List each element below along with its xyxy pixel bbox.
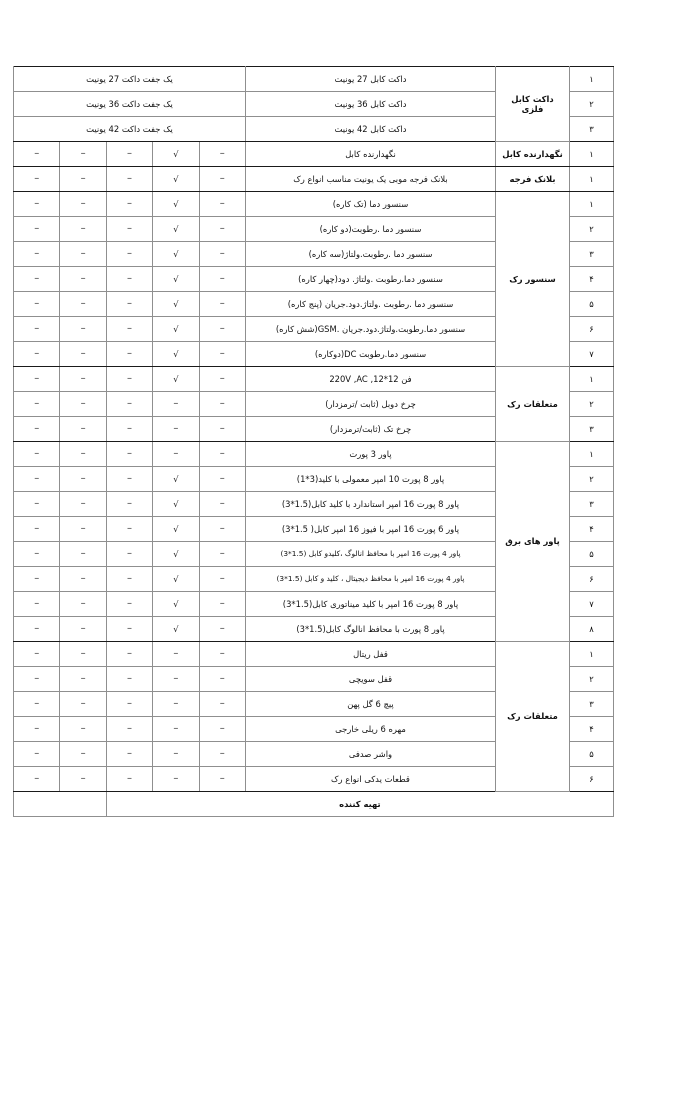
dash-mark-cell: – [14,292,60,317]
dash-mark-cell: – [14,692,60,717]
dash-mark-cell: – [106,617,152,642]
dash-mark-cell: – [14,267,60,292]
row-number-cell: ۴ [570,717,614,742]
dash-mark-cell: – [106,717,152,742]
description-cell: داکت کابل 27 یونیت [246,67,496,92]
row-number-cell: ۵ [570,292,614,317]
dash-mark-cell: – [14,542,60,567]
dash-mark-cell: – [199,542,245,567]
row-number-cell: ۱ [570,192,614,217]
dash-mark-cell: – [106,367,152,392]
description-cell: مهره 6 ریلی خارجی [246,717,496,742]
dash-mark-cell: – [199,192,245,217]
dash-mark-cell: – [199,717,245,742]
check-mark-cell: √ [153,567,199,592]
dash-mark-cell: – [14,717,60,742]
dash-mark-cell: – [199,742,245,767]
dash-mark-cell: – [60,467,106,492]
dash-mark-cell: – [153,642,199,667]
dash-mark-cell: – [60,692,106,717]
dash-mark-cell: – [60,767,106,792]
dash-mark-cell: – [199,242,245,267]
dash-mark-cell: – [60,717,106,742]
table-row [14,192,614,217]
dash-mark-cell: – [199,767,245,792]
dash-mark-cell: – [60,392,106,417]
table-row [14,442,614,467]
dash-mark-cell: – [153,692,199,717]
dash-mark-cell: – [199,442,245,467]
description-cell: پاور 8 پورت با محافظ انالوگ کابل(1.5*3) [246,617,496,642]
dash-mark-cell: – [199,617,245,642]
dash-mark-cell: – [14,592,60,617]
dash-mark-cell: – [60,167,106,192]
description-cell: داکت کابل 42 یونیت [246,117,496,142]
dash-mark-cell: – [14,467,60,492]
description-cell: سنسور دما.رطوبت .ولتاژ. دود(چهار کاره) [246,267,496,292]
dash-mark-cell: – [60,617,106,642]
rack-accessories-table [13,66,614,817]
dash-mark-cell: – [106,467,152,492]
dash-mark-cell: – [60,567,106,592]
description-cell: پیچ 6 گل پهن [246,692,496,717]
dash-mark-cell: – [106,517,152,542]
description-cell: بلانک فرجه موبی یک یونیت مناسب انواع رک [246,167,496,192]
dash-mark-cell: – [60,242,106,267]
dash-mark-cell: – [106,567,152,592]
dash-mark-cell: – [106,292,152,317]
dash-mark-cell: – [14,342,60,367]
table-row [14,167,614,192]
check-mark-cell: √ [153,317,199,342]
dash-mark-cell: – [106,667,152,692]
dash-mark-cell: – [199,292,245,317]
pair-quantity-cell: یک جفت داکت 42 یونیت [14,117,246,142]
row-number-cell: ۳ [570,242,614,267]
pair-quantity-cell: یک جفت داکت 27 یونیت [14,67,246,92]
dash-mark-cell: – [106,267,152,292]
dash-mark-cell: – [106,767,152,792]
dash-mark-cell: – [60,292,106,317]
row-number-cell: ۳ [570,492,614,517]
description-cell: قفل سویچی [246,667,496,692]
dash-mark-cell: – [60,417,106,442]
dash-mark-cell: – [153,742,199,767]
dash-mark-cell: – [199,317,245,342]
dash-mark-cell: – [106,167,152,192]
description-cell: سنسور دما (تک کاره) [246,192,496,217]
table-body [14,67,614,817]
supplier-label-cell: تهیه کننده [106,792,613,817]
row-number-cell: ۴ [570,517,614,542]
description-cell: فن 12*12, 220V ,AC [246,367,496,392]
row-number-cell: ۸ [570,617,614,642]
description-cell: واشر صدفی [246,742,496,767]
dash-mark-cell: – [14,192,60,217]
dash-mark-cell: – [14,417,60,442]
row-number-cell: ۵ [570,742,614,767]
dash-mark-cell: – [153,717,199,742]
dash-mark-cell: – [60,442,106,467]
description-cell: چرخ دوبل (ثابت /ترمزدار) [246,392,496,417]
check-mark-cell: √ [153,192,199,217]
dash-mark-cell: – [199,492,245,517]
category-cell: بلانک فرجه [496,167,570,192]
dash-mark-cell: – [106,242,152,267]
dash-mark-cell: – [14,767,60,792]
dash-mark-cell: – [60,542,106,567]
category-cell: نگهدارنده کابل [496,142,570,167]
table-row [14,367,614,392]
category-cell: داکت کابل فلزی [496,67,570,142]
description-cell: پاور 8 پورت 16 امپر استاندارد با کلید کابل(1.5*3) [246,492,496,517]
check-mark-cell: √ [153,592,199,617]
dash-mark-cell: – [106,392,152,417]
description-cell: سنسور دما .رطوبت .ولتاژ.دود.جریان (پنج کاره) [246,292,496,317]
dash-mark-cell: – [106,642,152,667]
row-number-cell: ۶ [570,317,614,342]
dash-mark-cell: – [14,642,60,667]
row-number-cell: ۷ [570,592,614,617]
check-mark-cell: √ [153,492,199,517]
dash-mark-cell: – [153,392,199,417]
dash-mark-cell: – [106,542,152,567]
dash-mark-cell: – [60,267,106,292]
dash-mark-cell: – [106,692,152,717]
row-number-cell: ۶ [570,567,614,592]
description-cell: سنسور دما.رطوبت.ولتاژ.دود.جریان .GSM(شش کاره) [246,317,496,342]
row-number-cell: ۱ [570,142,614,167]
dash-mark-cell: – [14,217,60,242]
category-cell: متعلقات رک [496,642,570,792]
dash-mark-cell: – [14,742,60,767]
table-row [14,142,614,167]
dash-mark-cell: – [60,142,106,167]
dash-mark-cell: – [60,667,106,692]
dash-mark-cell: – [199,167,245,192]
description-cell: سنسور دما.رطوبت DC(دوکاره) [246,342,496,367]
row-number-cell: ۱ [570,167,614,192]
dash-mark-cell: – [199,567,245,592]
supplier-signature-cell [14,792,107,817]
description-cell: پاور 3 پورت [246,442,496,467]
dash-mark-cell: – [153,442,199,467]
description-cell: نگهدارنده کابل [246,142,496,167]
check-mark-cell: √ [153,542,199,567]
row-number-cell: ۲ [570,392,614,417]
row-number-cell: ۲ [570,467,614,492]
spec-table-wrapper [14,66,614,817]
dash-mark-cell: – [60,742,106,767]
dash-mark-cell: – [106,417,152,442]
dash-mark-cell: – [106,742,152,767]
description-cell: قفل ریتال [246,642,496,667]
dash-mark-cell: – [106,592,152,617]
table-row [14,642,614,667]
dash-mark-cell: – [199,667,245,692]
dash-mark-cell: – [14,142,60,167]
footer-row [14,792,614,817]
row-number-cell: ۳ [570,692,614,717]
dash-mark-cell: – [14,367,60,392]
dash-mark-cell: – [106,142,152,167]
check-mark-cell: √ [153,267,199,292]
dash-mark-cell: – [14,392,60,417]
check-mark-cell: √ [153,367,199,392]
dash-mark-cell: – [199,392,245,417]
row-number-cell: ۳ [570,417,614,442]
dash-mark-cell: – [199,642,245,667]
dash-mark-cell: – [199,342,245,367]
row-number-cell: ۱ [570,642,614,667]
dash-mark-cell: – [14,492,60,517]
dash-mark-cell: – [106,442,152,467]
row-number-cell: ۲ [570,667,614,692]
description-cell: پاور 4 پورت 16 امپر با محافظ دیجیتال ، کلید و کابل (1.5*3) [246,567,496,592]
table-row [14,67,614,92]
description-cell: سنسور دما .رطوبت.ولتاژ(سه کاره) [246,242,496,267]
dash-mark-cell: – [106,217,152,242]
row-number-cell: ۴ [570,267,614,292]
dash-mark-cell: – [153,667,199,692]
dash-mark-cell: – [14,667,60,692]
category-cell: پاور های برق [496,442,570,642]
dash-mark-cell: – [60,367,106,392]
check-mark-cell: √ [153,342,199,367]
dash-mark-cell: – [14,167,60,192]
dash-mark-cell: – [199,592,245,617]
row-number-cell: ۶ [570,767,614,792]
row-number-cell: ۷ [570,342,614,367]
row-number-cell: ۲ [570,217,614,242]
dash-mark-cell: – [60,192,106,217]
check-mark-cell: √ [153,617,199,642]
row-number-cell: ۱ [570,367,614,392]
description-cell: سنسور دما .رطوبت(دو کاره) [246,217,496,242]
dash-mark-cell: – [106,492,152,517]
dash-mark-cell: – [14,442,60,467]
check-mark-cell: √ [153,292,199,317]
dash-mark-cell: – [14,317,60,342]
row-number-cell: ۳ [570,117,614,142]
dash-mark-cell: – [199,267,245,292]
description-cell: پاور 4 پورت 16 امپر با محافظ انالوگ ،کلیدو کابل (1.5*3) [246,542,496,567]
dash-mark-cell: – [60,592,106,617]
description-cell: پاور 6 پورت 16 امپر با فیوز 16 امپر کابل( 1.5*3) [246,517,496,542]
dash-mark-cell: – [199,692,245,717]
check-mark-cell: √ [153,217,199,242]
check-mark-cell: √ [153,467,199,492]
dash-mark-cell: – [60,492,106,517]
check-mark-cell: √ [153,167,199,192]
dash-mark-cell: – [199,417,245,442]
pair-quantity-cell: یک جفت داکت 36 یونیت [14,92,246,117]
dash-mark-cell: – [106,192,152,217]
row-number-cell: ۲ [570,92,614,117]
dash-mark-cell: – [60,642,106,667]
dash-mark-cell: – [153,417,199,442]
dash-mark-cell: – [60,517,106,542]
row-number-cell: ۱ [570,442,614,467]
dash-mark-cell: – [60,217,106,242]
dash-mark-cell: – [153,767,199,792]
dash-mark-cell: – [106,342,152,367]
row-number-cell: ۵ [570,542,614,567]
dash-mark-cell: – [60,317,106,342]
description-cell: قطعات یدکی انواع رک [246,767,496,792]
dash-mark-cell: – [199,217,245,242]
check-mark-cell: √ [153,517,199,542]
dash-mark-cell: – [106,317,152,342]
category-cell: متعلقات رک [496,367,570,442]
check-mark-cell: √ [153,242,199,267]
check-mark-cell: √ [153,142,199,167]
dash-mark-cell: – [14,617,60,642]
dash-mark-cell: – [199,467,245,492]
dash-mark-cell: – [14,517,60,542]
dash-mark-cell: – [199,367,245,392]
dash-mark-cell: – [14,567,60,592]
description-cell: چرخ تک (ثابت/ترمزدار) [246,417,496,442]
dash-mark-cell: – [199,517,245,542]
description-cell: داکت کابل 36 یونیت [246,92,496,117]
description-cell: پاور 8 پورت 16 امپر با کلید میناتوری کابل(1.5*3) [246,592,496,617]
dash-mark-cell: – [14,242,60,267]
dash-mark-cell: – [199,142,245,167]
row-number-cell: ۱ [570,67,614,92]
category-cell: سنسور رک [496,192,570,367]
dash-mark-cell: – [60,342,106,367]
description-cell: پاور 8 پورت 10 امپر معمولی با کلید(3*1) [246,467,496,492]
